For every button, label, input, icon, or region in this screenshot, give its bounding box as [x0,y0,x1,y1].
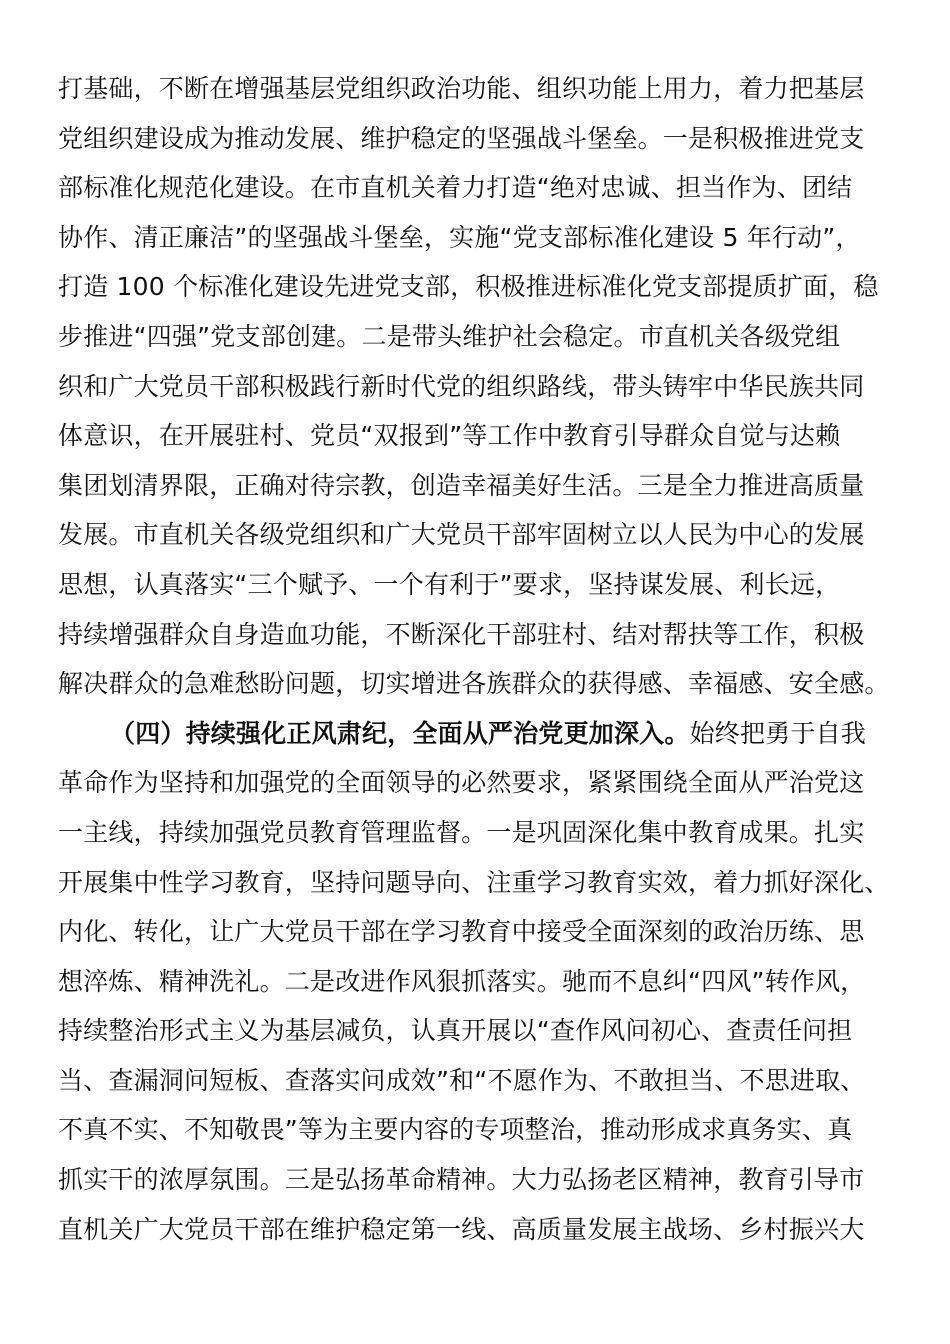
text-line: 打造 100 个标准化建设先进党支部，积极推进标准化党支部提质扩面，稳 [58,272,879,302]
text-line: 协作、清正廉洁”的坚强战斗堡垒，实施“党支部标准化建设 5 年行动”， [58,222,861,252]
text-line: 持续整治形式主义为基层减负，认真开展以“查作风问初心、查责任问担 [58,1016,853,1046]
text-line: 想淬炼、精神洗礼。二是改进作风狠抓落实。驰而不息纠“四风”转作风， [58,966,866,996]
text-line: 发展。市直机关各级党组织和广大党员干部牢固树立以人民为中心的发展 [58,520,865,550]
text-line: 直机关广大党员干部在维护稳定第一线、高质量发展主战场、乡村振兴大 [58,1214,865,1244]
text-line: 集团划清界限，正确对待宗教，创造幸福美好生活。三是全力推进高质量 [58,470,865,500]
text-line: 步推进“四强”党支部创建。二是带头维护社会稳定。市直机关各级党组 [58,321,841,351]
text-line: 体意识，在开展驻村、党员“双报到”等工作中教育引导群众自觉与达赖 [58,421,841,451]
text-line: 解决群众的急难愁盼问题，切实增进各族群众的获得感、幸福感、安全感。 [58,669,890,699]
section-4-heading: （四）持续强化正风肃纪，全面从严治党更加深入。 [110,718,690,748]
body-text [58,64,898,1254]
text-line: 开展集中性学习教育，坚持问题导向、注重学习教育实效，着力抓好深化、 [58,867,890,897]
text-line: 部标准化规范化建设。在市直机关着力打造“绝对忠诚、担当作为、团结 [58,173,853,203]
text-line: 党组织建设成为推动发展、维护稳定的坚强战斗堡垒。一是积极推进党支 [58,123,865,153]
text-line: 当、查漏洞问短板、查落实问成效”和“不愿作为、不敢担当、不思进取、 [58,1065,866,1095]
text-line: 持续增强群众自身造血功能，不断深化干部驻村、结对帮扶等工作，积极 [58,619,865,649]
text-line: 革命作为坚持和加强党的全面领导的必然要求，紧紧围绕全面从严治党这 [58,768,865,798]
text-line: 抓实干的浓厚氛围。三是弘扬革命精神。大力弘扬老区精神，教育引导市 [58,1165,865,1195]
text-line: 织和广大党员干部积极践行新时代党的组织路线，带头铸牢中华民族共同 [58,371,865,401]
text-line: 一主线，持续加强党员教育管理监督。一是巩固深化集中教育成果。扎实 [58,817,865,847]
text-line: 内化、转化，让广大党员干部在学习教育中接受全面深刻的政治历练、思 [58,917,865,947]
text-line: 不真不实、不知敬畏”等为主要内容的专项整治，推动形成求真务实、真 [58,1115,853,1145]
text-line: 打基础，不断在增强基层党组织政治功能、组织功能上用力，着力把基层 [58,74,865,103]
section-4-first-line [58,709,898,759]
text-line: 思想，认真落实“三个赋予、一个有利于”要求，坚持谋发展、利长远， [58,569,841,599]
section-4-first-line-text: 始终把勇于自我 [689,718,867,748]
